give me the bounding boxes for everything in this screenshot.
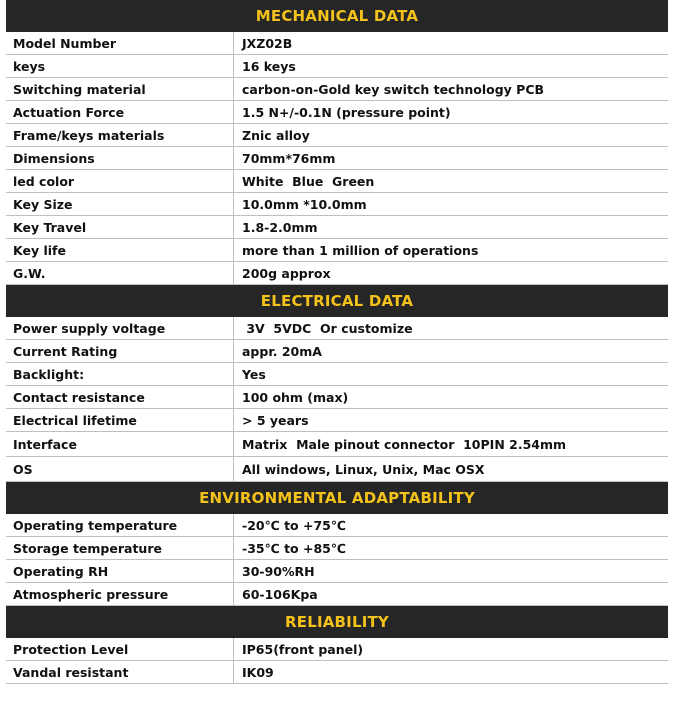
row-value: 60-106Kpa — [242, 586, 318, 602]
row-value: JXZ02B — [242, 35, 293, 51]
row-value: 70mm*76mm — [242, 150, 336, 166]
row-value: 30-90%RH — [242, 563, 315, 579]
row-label: Model Number — [6, 32, 234, 54]
row-label: Current Rating — [6, 340, 234, 362]
row-value: carbon-on-Gold key switch technology PCB — [242, 81, 545, 97]
table-row — [6, 386, 668, 409]
row-label: Switching material — [6, 78, 234, 100]
row-value: -20℃ to +75℃ — [242, 517, 346, 533]
table-row — [6, 537, 668, 560]
row-value: -35℃ to +85℃ — [242, 540, 346, 556]
table-row — [6, 239, 668, 262]
row-value: 1.8-2.0mm — [242, 219, 318, 235]
section-header-electrical: ELECTRICAL DATA — [6, 285, 668, 317]
row-value: 3V 5VDC Or customize — [242, 320, 413, 336]
table-row — [6, 78, 668, 101]
table-row — [6, 583, 668, 606]
table-row — [6, 147, 668, 170]
row-label: Vandal resistant — [6, 661, 234, 683]
spec-table — [6, 0, 668, 684]
row-label: Power supply voltage — [6, 317, 234, 339]
row-label: Frame/keys materials — [6, 124, 234, 146]
table-row — [6, 432, 668, 457]
table-row — [6, 124, 668, 147]
table-row — [6, 638, 668, 661]
row-label: Contact resistance — [6, 386, 234, 408]
table-row — [6, 560, 668, 583]
section-header-mechanical: MECHANICAL DATA — [6, 0, 668, 32]
row-label: Key life — [6, 239, 234, 261]
row-value: Znic alloy — [242, 127, 310, 143]
row-label: Actuation Force — [6, 101, 234, 123]
table-row — [6, 216, 668, 239]
row-label: Electrical lifetime — [6, 409, 234, 431]
row-label: OS — [6, 457, 234, 481]
row-value: 1.5 N+/-0.1N (pressure point) — [242, 104, 451, 120]
table-row — [6, 193, 668, 216]
row-label: Protection Level — [6, 638, 234, 660]
row-value: 10.0mm *10.0mm — [242, 196, 367, 212]
table-row — [6, 661, 668, 684]
row-label: keys — [6, 55, 234, 77]
row-label: G.W. — [6, 262, 234, 284]
table-row — [6, 55, 668, 78]
row-value: IP65(front panel) — [242, 641, 364, 657]
row-label: led color — [6, 170, 234, 192]
row-label: Backlight: — [6, 363, 234, 385]
table-row — [6, 262, 668, 285]
row-label: Storage temperature — [6, 537, 234, 559]
row-value: appr. 20mA — [242, 343, 322, 359]
row-label: Operating RH — [6, 560, 234, 582]
row-label: Atmospheric pressure — [6, 583, 234, 605]
row-value: All windows, Linux, Unix, Mac OSX — [242, 461, 485, 477]
row-value: Matrix Male pinout connector 10PIN 2.54mm — [242, 436, 567, 452]
table-row — [6, 101, 668, 124]
table-row — [6, 317, 668, 340]
row-value: 200g approx — [242, 265, 331, 281]
row-label: Interface — [6, 432, 234, 456]
section-header-environmental: ENVIRONMENTAL ADAPTABILITY — [6, 482, 668, 514]
row-label: Key Travel — [6, 216, 234, 238]
row-value: White Blue Green — [242, 173, 375, 189]
table-row — [6, 340, 668, 363]
row-label: Key Size — [6, 193, 234, 215]
row-value: 16 keys — [242, 58, 296, 74]
table-row — [6, 409, 668, 432]
table-row — [6, 457, 668, 482]
table-row — [6, 363, 668, 386]
row-value: Yes — [242, 366, 266, 382]
table-row — [6, 32, 668, 55]
row-value: 100 ohm (max) — [242, 389, 349, 405]
row-value: more than 1 million of operations — [242, 242, 479, 258]
row-value: > 5 years — [242, 412, 309, 428]
table-row — [6, 514, 668, 537]
section-header-reliability: RELIABILITY — [6, 606, 668, 638]
table-row — [6, 170, 668, 193]
row-value: IK09 — [242, 664, 274, 680]
row-label: Operating temperature — [6, 514, 234, 536]
row-label: Dimensions — [6, 147, 234, 169]
